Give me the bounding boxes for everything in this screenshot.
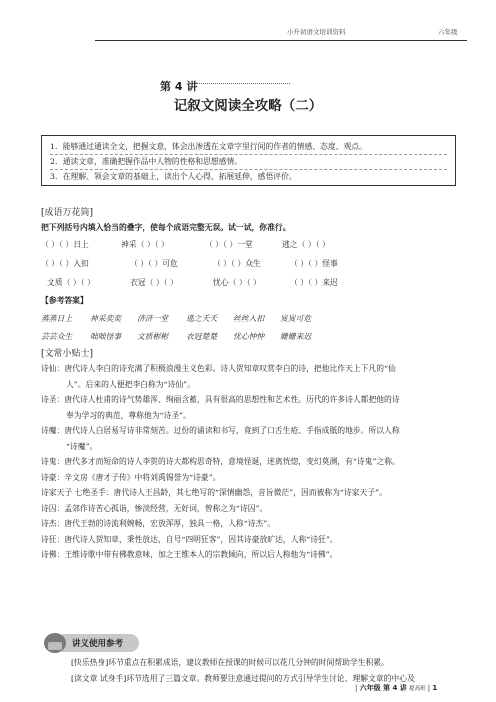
teaching-note: [读文章 试身手]环节选用了三篇文章。教师要注意通过提问的方式引导学生讨论、理解文章的中心及 <box>71 674 415 683</box>
answer-item: 忧心忡忡 <box>233 332 265 341</box>
answer-item: 咄咄怪事 <box>90 332 122 341</box>
tip-line-continued: 人”。后来的人便把李白称为“诗仙”。 <box>66 379 195 389</box>
header-left-text: 小升初语文培训资料 <box>287 28 346 36</box>
answer-item: 文质彬彬 <box>137 332 169 341</box>
idiom-blank: （ ）（ ）一堂 <box>205 240 253 249</box>
idiom-blank: 忧心（ ）（ ） <box>213 278 261 287</box>
objective-item: 2．通读文章，准确把握作品中人物的性格和思想感情。 <box>50 155 447 170</box>
tip-line: 诗圣：唐代诗人杜甫的诗气势雄浑、绚丽含蓄，具有很高的思想性和艺术性。历代的许多诗人都把他的诗 <box>41 395 400 404</box>
idiom-blank: （ ）（ ）众生 <box>213 259 261 268</box>
lesson-dotted-rule <box>188 83 290 84</box>
tip-paragraph: 诗家天子 七绝圣手：唐代诗人王昌龄，其七绝写的“深情幽怨，音旨微茫”，因而被称为“诗家天子”。 <box>41 488 387 497</box>
idiom-blank: 神采（ ）（ ） <box>121 240 169 249</box>
idiom-blank: 逃之（ ）（ ） <box>282 240 330 249</box>
idiom-blank: 文质（ ）（ ） <box>47 278 95 287</box>
answer-item: 神采奕奕 <box>90 314 122 323</box>
tip-paragraph <box>41 423 459 454</box>
page-number: 1 <box>432 684 438 692</box>
teaching-badge <box>44 633 139 653</box>
tip-paragraph: 诗狂：唐代诗人贺知章，秉性放达，自号“四明狂客”，因其诗豪放旷达，人称“诗狂”。 <box>41 534 338 544</box>
idiom-blank: （ ）（ ）入扣 <box>41 259 89 268</box>
tip-paragraph <box>41 361 459 392</box>
idiom-blank: （ ）（ ）可危 <box>130 259 178 268</box>
objective-item: 1．能够通过通读全文，把握文意，体会出渗透在文章字里行间的作者的情感、态度、观点。 <box>50 140 447 155</box>
footer-level: 提高班 <box>409 686 426 692</box>
answer-item: 逃之夭夭 <box>186 314 218 323</box>
answer-heading: 【参考答案】 <box>41 296 88 305</box>
page-footer: | 六年级 第 4 讲 提高班 | 1 <box>355 684 438 692</box>
tip-paragraph: 诗囚：孟郊作诗苦心孤诣，惨淡经营，无好词，曾称之为“诗囚”。 <box>41 503 268 513</box>
teaching-note: [快乐热身]环节重点在积累成语，建议教师在授课的时候可以花几分钟的时间帮助学生积累。 <box>71 658 389 667</box>
idiom-blank: （ ）（ ）来迟 <box>290 278 338 287</box>
tip-line: 诗魔：唐代诗人白居易写诗非常刻苦。过份的诵读和书写，竟到了口舌生疮、手指成胝的地步。所以人称 <box>41 426 400 435</box>
tip-paragraph <box>41 392 459 423</box>
tips-section-heading: [文常小贴士] <box>41 349 94 359</box>
tip-line-continued: “诗魔”。 <box>66 441 98 451</box>
tip-line: 诗仙：唐代诗人李白的诗充满了积极浪漫主义色彩。诗人贺知章叹赏李白的诗，把他比作天上下凡的“仙 <box>41 364 396 373</box>
idiom-blank: （ ）（ ）日上 <box>41 240 89 249</box>
answer-item: 岌岌可危 <box>280 314 312 323</box>
answer-item: 丝丝入扣 <box>233 314 265 323</box>
footer-grade-lesson: 六年级 第 4 讲 <box>359 684 407 692</box>
answer-item: 衣冠楚楚 <box>186 332 218 341</box>
tips-list <box>41 361 459 563</box>
answer-item: 芸芸众生 <box>41 332 73 341</box>
tip-line-continued: 奉为学习的典范，尊称他为“诗圣”。 <box>66 410 191 420</box>
teacher-icon <box>44 633 66 653</box>
tip-paragraph: 诗杰：唐代王勃的诗流利婉畅，宏放浑厚，独具一格，人称“诗杰”。 <box>41 519 276 528</box>
answer-item: 蒸蒸日上 <box>41 314 73 323</box>
answer-item: 济济一堂 <box>137 314 169 323</box>
idiom-instruction: 把下列括号内填入恰当的叠字，使每个成语完整无误。试一试，你准行。 <box>41 223 291 232</box>
tip-paragraph: 诗佛：王维诗歌中带有佛教意味，加之王维本人的宗教倾向，所以后人称他为“诗佛”。 <box>41 550 338 559</box>
page-title: 记叙文阅读全攻略（二） <box>173 98 323 114</box>
idiom-blank: 衣冠（ ）（ ） <box>130 278 178 287</box>
lesson-label: 第 4 讲 <box>160 80 198 93</box>
tip-paragraph: 诗豪：辛文房《唐才子传》中将刘禹锡誉为“诗豪”。 <box>41 472 221 482</box>
idiom-section-heading: [成语万花筒] <box>41 208 94 218</box>
objectives-box <box>41 135 456 186</box>
objective-item: 3．在理解、领会文章的基础上，读出个人心得，拓展延伸，感悟评价。 <box>50 172 297 181</box>
tip-paragraph: 诗鬼：唐代多才而短命的诗人李贺的诗大都构思奇特，意境怪诞，迷离恍惚，变幻莫测，有“诗鬼”之称。 <box>41 457 400 466</box>
header-right-text: 六年级 <box>438 28 458 36</box>
header-divider <box>95 40 467 41</box>
teaching-badge-label: 讲义使用参考 <box>62 634 139 652</box>
idiom-blank: （ ）（ ）怪事 <box>290 259 338 268</box>
answer-item: 姗姗来迟 <box>280 332 312 341</box>
